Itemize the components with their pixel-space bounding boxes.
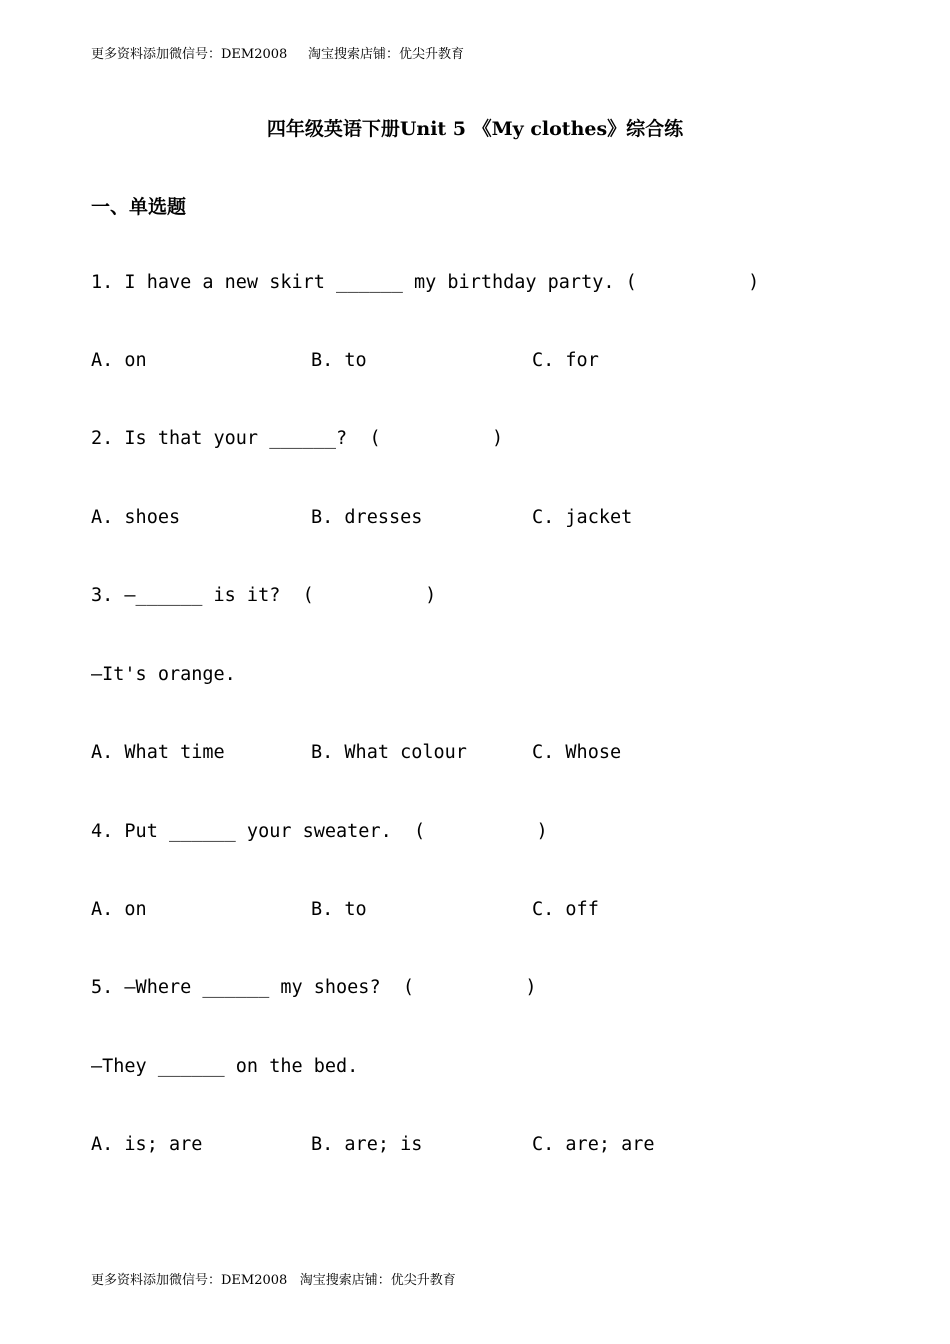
question-3-answer-line: —It's orange. [91, 664, 236, 685]
page-header: 更多资料添加微信号：DEM2008 淘宝搜索店铺：优尖升教育 [91, 47, 464, 62]
question-5-option-a: A. is; are [91, 1134, 203, 1155]
question-2-option-a: A. shoes [91, 507, 181, 528]
question-2-option-c: C. jacket [532, 507, 633, 528]
question-3: 3. —______ is it? ( ) [91, 585, 437, 606]
question-4-option-b: B. to [311, 899, 367, 920]
question-4-option-a: A. on [91, 899, 147, 920]
question-3-option-c: C. Whose [532, 742, 622, 763]
question-5-option-b: B. are; is [311, 1134, 423, 1155]
question-5: 5. —Where ______ my shoes? ( ) [91, 977, 537, 998]
question-1-option-a: A. on [91, 350, 147, 371]
question-4-option-c: C. off [532, 899, 599, 920]
question-3-option-b: B. What colour [311, 742, 467, 763]
question-2: 2. Is that your ______? ( ) [91, 428, 504, 449]
section-title: 一、单选题 [91, 196, 187, 218]
document-title: 四年级英语下册Unit 5 《My clothes》综合练 [266, 118, 684, 140]
question-2-option-b: B. dresses [311, 507, 423, 528]
question-1: 1. I have a new skirt ______ my birthday party. ( ) [91, 272, 760, 293]
question-5-answer-line: —They ______ on the bed. [91, 1056, 359, 1077]
question-5-option-c: C. are; are [532, 1134, 655, 1155]
page-footer: 更多资料添加微信号：DEM2008 淘宝搜索店铺：优尖升教育 [91, 1273, 456, 1288]
question-1-option-c: C. for [532, 350, 599, 371]
question-4: 4. Put ______ your sweater. ( ) [91, 821, 548, 842]
question-3-option-a: A. What time [91, 742, 225, 763]
question-1-option-b: B. to [311, 350, 367, 371]
